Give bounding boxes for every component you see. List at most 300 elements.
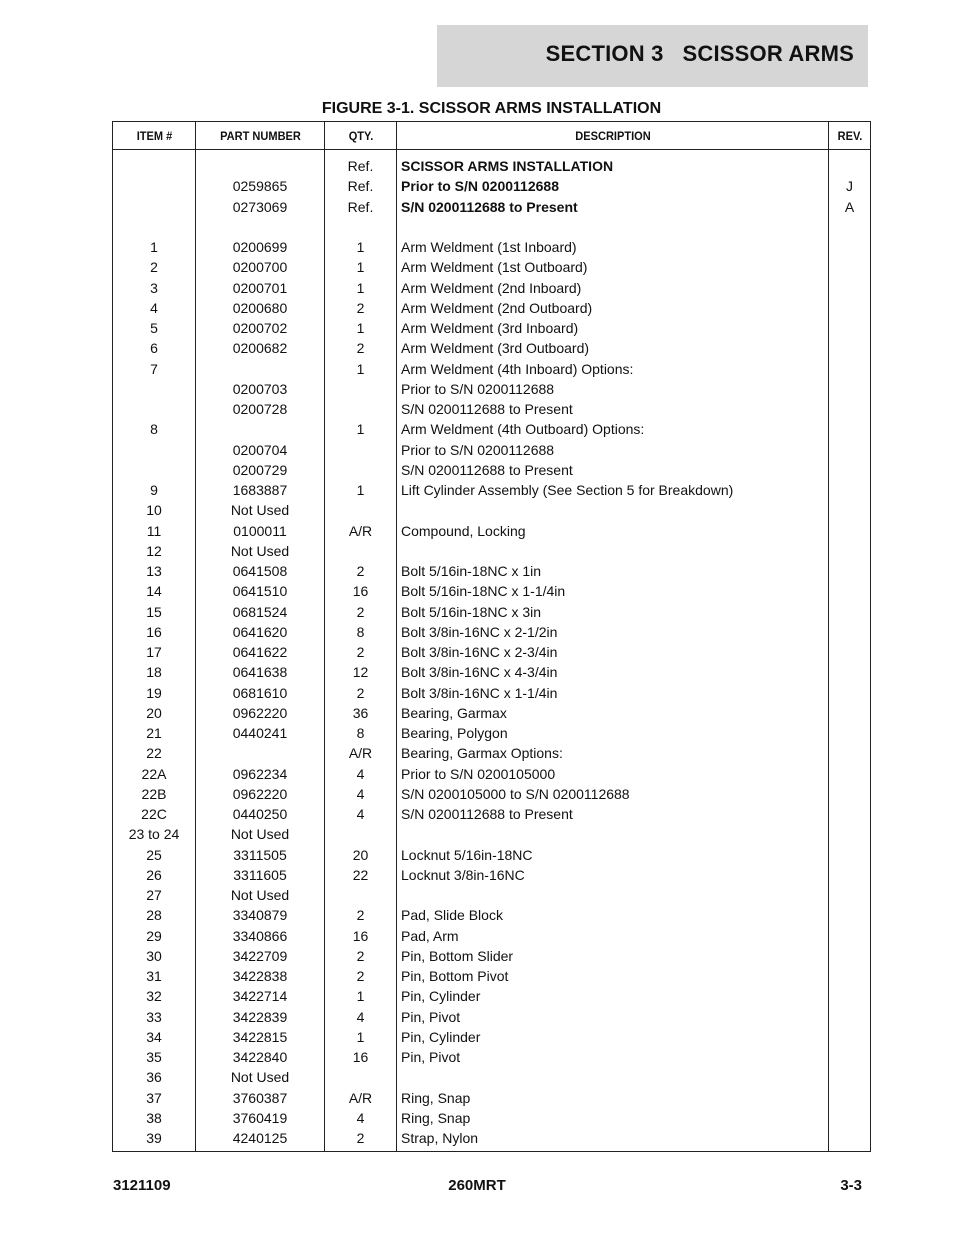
table-header-row [113,122,871,150]
table-row [113,176,871,196]
item-cell: 37 [113,1088,196,1108]
qty-cell: Ref. [325,197,397,217]
part-number-cell: 3422714 [196,986,325,1006]
description-cell [397,1067,829,1087]
table-row [113,278,871,298]
description-cell: Arm Weldment (3rd Inboard) [397,318,829,338]
table-row [113,784,871,804]
table-row [113,1108,871,1128]
footer-document-number: 3121109 [113,1177,171,1194]
qty-cell [325,1067,397,1087]
rev-cell [829,824,871,844]
part-number-cell: 0200702 [196,318,325,338]
item-cell: 1 [113,237,196,257]
rev-cell [829,237,871,257]
rev-cell [829,257,871,277]
qty-cell [325,440,397,460]
table-row [113,399,871,419]
table-row [113,966,871,986]
item-cell: 22 [113,743,196,763]
rev-cell [829,723,871,743]
rev-cell [829,359,871,379]
part-number-cell: 0200704 [196,440,325,460]
table-row [113,642,871,662]
rev-cell [829,622,871,642]
part-number-cell: 0962220 [196,703,325,723]
table-row [113,561,871,581]
table-row [113,905,871,925]
qty-cell [325,541,397,561]
rev-cell [829,662,871,682]
description-cell: Arm Weldment (2nd Inboard) [397,278,829,298]
item-cell [113,176,196,196]
item-cell: 34 [113,1027,196,1047]
description-cell: Strap, Nylon [397,1128,829,1148]
part-number-cell: 3340866 [196,926,325,946]
qty-cell: 4 [325,804,397,824]
rev-cell [829,480,871,500]
qty-cell: 2 [325,298,397,318]
qty-cell: 16 [325,1047,397,1067]
table-row [113,723,871,743]
rev-cell [829,379,871,399]
item-cell [113,399,196,419]
qty-cell: 1 [325,419,397,439]
part-number-cell: 0100011 [196,521,325,541]
parts-table [112,121,871,1152]
table-row [113,500,871,520]
part-number-cell [196,217,325,237]
rev-cell [829,986,871,1006]
qty-cell: A/R [325,1088,397,1108]
table-row [113,845,871,865]
qty-cell: 8 [325,723,397,743]
rev-cell [829,338,871,358]
item-cell: 19 [113,683,196,703]
rev-cell [829,1027,871,1047]
part-number-cell: 0962220 [196,784,325,804]
description-cell: Bearing, Polygon [397,723,829,743]
item-cell: 4 [113,298,196,318]
rev-cell: A [829,197,871,217]
rev-cell [829,521,871,541]
qty-cell [325,399,397,419]
rev-cell [829,804,871,824]
qty-cell: 1 [325,480,397,500]
qty-cell: 16 [325,926,397,946]
rev-cell [829,440,871,460]
part-number-cell: 0440250 [196,804,325,824]
part-number-cell: 3422840 [196,1047,325,1067]
table-row [113,1128,871,1148]
table-row [113,521,871,541]
qty-cell: 1 [325,278,397,298]
item-cell [113,156,196,176]
part-number-cell: 0200703 [196,379,325,399]
table-row [113,1088,871,1108]
qty-cell [325,217,397,237]
table-row [113,622,871,642]
qty-cell: 2 [325,338,397,358]
part-number-cell: 3422839 [196,1007,325,1027]
table-row [113,460,871,480]
table-row [113,1007,871,1027]
item-cell: 26 [113,865,196,885]
item-cell: 22B [113,784,196,804]
part-number-cell: 0200682 [196,338,325,358]
table-row [113,865,871,885]
description-cell: Bolt 3/8in-16NC x 2-1/2in [397,622,829,642]
qty-cell: 1 [325,1027,397,1047]
item-cell: 28 [113,905,196,925]
qty-cell: 2 [325,602,397,622]
qty-cell: Ref. [325,176,397,196]
table-row [113,602,871,622]
item-cell [113,440,196,460]
part-number-cell [196,419,325,439]
description-cell: Bolt 3/8in-16NC x 2-3/4in [397,642,829,662]
part-number-cell: 0200728 [196,399,325,419]
part-number-cell: 0200700 [196,257,325,277]
table-row [113,480,871,500]
part-number-cell: 0200680 [196,298,325,318]
section-header [437,25,868,87]
table-row [113,197,871,217]
rev-cell [829,845,871,865]
part-number-cell: 0681524 [196,602,325,622]
item-cell: 16 [113,622,196,642]
description-cell: SCISSOR ARMS INSTALLATION [397,156,829,176]
part-number-cell: 1683887 [196,480,325,500]
item-cell: 23 to 24 [113,824,196,844]
description-cell: S/N 0200112688 to Present [397,804,829,824]
qty-cell: 20 [325,845,397,865]
part-number-cell: 0641510 [196,581,325,601]
table-spacer-row [113,1148,871,1152]
description-cell: Bearing, Garmax [397,703,829,723]
item-cell: 3 [113,278,196,298]
qty-cell: 1 [325,257,397,277]
rev-cell [829,764,871,784]
column-header-rev: REV. [830,122,869,150]
table-row [113,541,871,561]
item-cell: 11 [113,521,196,541]
item-cell: 8 [113,419,196,439]
description-cell: Prior to S/N 0200112688 [397,440,829,460]
qty-cell [325,379,397,399]
rev-cell [829,683,871,703]
table-row [113,683,871,703]
item-cell: 13 [113,561,196,581]
rev-cell [829,966,871,986]
qty-cell [325,824,397,844]
qty-cell: A/R [325,521,397,541]
item-cell: 2 [113,257,196,277]
column-header-description: DESCRIPTION [414,122,811,150]
table-row [113,1067,871,1087]
description-cell: Arm Weldment (2nd Outboard) [397,298,829,318]
item-cell: 31 [113,966,196,986]
description-cell: Bolt 5/16in-18NC x 3in [397,602,829,622]
column-header-item: ITEM # [116,122,192,150]
table-row [113,298,871,318]
part-number-cell: 0641508 [196,561,325,581]
rev-cell [829,318,871,338]
rev-cell [829,419,871,439]
rev-cell [829,1007,871,1027]
description-cell: Locknut 5/16in-18NC [397,845,829,865]
table-row [113,419,871,439]
description-cell: Ring, Snap [397,1108,829,1128]
table-row [113,703,871,723]
description-cell: Locknut 3/8in-16NC [397,865,829,885]
description-cell: Bolt 3/8in-16NC x 4-3/4in [397,662,829,682]
qty-cell: 2 [325,683,397,703]
description-cell: Prior to S/N 0200112688 [397,379,829,399]
footer-page-number: 3-3 [840,1177,862,1194]
rev-cell [829,865,871,885]
part-number-cell: Not Used [196,885,325,905]
qty-cell [325,460,397,480]
rev-cell [829,581,871,601]
description-cell: Bearing, Garmax Options: [397,743,829,763]
item-cell: 35 [113,1047,196,1067]
rev-cell [829,500,871,520]
item-cell: 10 [113,500,196,520]
table-row [113,946,871,966]
rev-cell [829,642,871,662]
rev-cell [829,926,871,946]
part-number-cell: 0200701 [196,278,325,298]
section-title: SECTION 3 SCISSOR ARMS [545,41,854,66]
qty-cell: 16 [325,581,397,601]
table-row [113,743,871,763]
part-number-cell: Not Used [196,500,325,520]
qty-cell: 2 [325,905,397,925]
item-cell: 5 [113,318,196,338]
qty-cell: 2 [325,966,397,986]
part-number-cell [196,743,325,763]
part-number-cell: 0641620 [196,622,325,642]
qty-cell: 12 [325,662,397,682]
description-cell [397,885,829,905]
item-cell [113,379,196,399]
description-cell: Ring, Snap [397,1088,829,1108]
qty-cell: Ref. [325,156,397,176]
rev-cell [829,399,871,419]
table-row [113,581,871,601]
item-cell: 20 [113,703,196,723]
rev-cell: J [829,176,871,196]
item-cell: 29 [113,926,196,946]
table-row [113,926,871,946]
description-cell: Pin, Pivot [397,1047,829,1067]
description-cell: Arm Weldment (4th Outboard) Options: [397,419,829,439]
table-row [113,662,871,682]
description-cell: S/N 0200112688 to Present [397,197,829,217]
item-cell: 17 [113,642,196,662]
description-cell: S/N 0200105000 to S/N 0200112688 [397,784,829,804]
item-cell: 12 [113,541,196,561]
rev-cell [829,784,871,804]
item-cell: 6 [113,338,196,358]
rev-cell [829,561,871,581]
table-row [113,359,871,379]
item-cell: 36 [113,1067,196,1087]
qty-cell: 22 [325,865,397,885]
table-row [113,379,871,399]
description-cell [397,541,829,561]
item-cell: 33 [113,1007,196,1027]
description-cell: Compound, Locking [397,521,829,541]
part-number-cell: 0259865 [196,176,325,196]
table-row [113,1047,871,1067]
rev-cell [829,885,871,905]
item-cell [113,217,196,237]
part-number-cell: Not Used [196,824,325,844]
parts-table-body [113,150,871,1152]
qty-cell: 1 [325,986,397,1006]
part-number-cell: 3422709 [196,946,325,966]
description-cell: Arm Weldment (4th Inboard) Options: [397,359,829,379]
description-cell: Bolt 5/16in-18NC x 1-1/4in [397,581,829,601]
table-row [113,804,871,824]
qty-cell: 4 [325,764,397,784]
qty-cell: 1 [325,237,397,257]
table-row [113,318,871,338]
description-cell [397,217,829,237]
item-cell [113,197,196,217]
part-number-cell: 3422838 [196,966,325,986]
qty-cell: 4 [325,1108,397,1128]
part-number-cell: 0641638 [196,662,325,682]
description-cell: Pad, Slide Block [397,905,829,925]
description-cell: Arm Weldment (3rd Outboard) [397,338,829,358]
qty-cell: 36 [325,703,397,723]
table-row [113,217,871,237]
item-cell: 9 [113,480,196,500]
qty-cell: 8 [325,622,397,642]
item-cell: 38 [113,1108,196,1128]
table-row [113,986,871,1006]
rev-cell [829,743,871,763]
part-number-cell: 0200699 [196,237,325,257]
part-number-cell [196,156,325,176]
item-cell: 14 [113,581,196,601]
description-cell: Pad, Arm [397,926,829,946]
table-row [113,156,871,176]
rev-cell [829,298,871,318]
part-number-cell: 3422815 [196,1027,325,1047]
qty-cell [325,885,397,905]
item-cell: 18 [113,662,196,682]
item-cell: 7 [113,359,196,379]
part-number-cell: 3760419 [196,1108,325,1128]
description-cell [397,824,829,844]
description-cell: Prior to S/N 0200112688 [397,176,829,196]
part-number-cell: Not Used [196,541,325,561]
rev-cell [829,460,871,480]
description-cell: S/N 0200112688 to Present [397,399,829,419]
table-row [113,338,871,358]
item-cell: 22A [113,764,196,784]
footer-model: 260MRT [448,1177,506,1194]
description-cell: Pin, Pivot [397,1007,829,1027]
part-number-cell: 0440241 [196,723,325,743]
rev-cell [829,1128,871,1148]
item-cell: 30 [113,946,196,966]
description-cell: Pin, Bottom Slider [397,946,829,966]
part-number-cell: 0200729 [196,460,325,480]
item-cell: 39 [113,1128,196,1148]
part-number-cell [196,359,325,379]
part-number-cell: 0681610 [196,683,325,703]
rev-cell [829,905,871,925]
description-cell: Prior to S/N 0200105000 [397,764,829,784]
item-cell: 25 [113,845,196,865]
table-row [113,1027,871,1047]
description-cell: Pin, Bottom Pivot [397,966,829,986]
qty-cell: A/R [325,743,397,763]
part-number-cell: 4240125 [196,1128,325,1148]
item-cell: 32 [113,986,196,1006]
description-cell: S/N 0200112688 to Present [397,460,829,480]
item-cell [113,460,196,480]
part-number-cell: 0641622 [196,642,325,662]
part-number-cell: 0962234 [196,764,325,784]
rev-cell [829,1067,871,1087]
column-header-part-number: PART NUMBER [201,122,320,150]
description-cell: Arm Weldment (1st Inboard) [397,237,829,257]
qty-cell [325,500,397,520]
qty-cell: 1 [325,359,397,379]
table-row [113,257,871,277]
qty-cell: 2 [325,561,397,581]
table-row [113,764,871,784]
qty-cell: 2 [325,1128,397,1148]
qty-cell: 4 [325,1007,397,1027]
item-cell: 27 [113,885,196,905]
qty-cell: 4 [325,784,397,804]
rev-cell [829,217,871,237]
rev-cell [829,1088,871,1108]
item-cell: 15 [113,602,196,622]
item-cell: 21 [113,723,196,743]
part-number-cell: 3311505 [196,845,325,865]
part-number-cell: 0273069 [196,197,325,217]
rev-cell [829,703,871,723]
description-cell: Lift Cylinder Assembly (See Section 5 for Breakdown) [397,480,829,500]
table-row [113,237,871,257]
qty-cell: 2 [325,642,397,662]
part-number-cell: Not Used [196,1067,325,1087]
rev-cell [829,156,871,176]
description-cell: Arm Weldment (1st Outboard) [397,257,829,277]
rev-cell [829,541,871,561]
description-cell: Pin, Cylinder [397,1027,829,1047]
qty-cell: 1 [325,318,397,338]
table-row [113,885,871,905]
rev-cell [829,946,871,966]
column-header-qty: QTY. [327,122,393,150]
part-number-cell: 3340879 [196,905,325,925]
description-cell: Pin, Cylinder [397,986,829,1006]
rev-cell [829,602,871,622]
item-cell: 22C [113,804,196,824]
qty-cell: 2 [325,946,397,966]
part-number-cell: 3760387 [196,1088,325,1108]
figure-title: FIGURE 3-1. SCISSOR ARMS INSTALLATION [321,100,662,117]
